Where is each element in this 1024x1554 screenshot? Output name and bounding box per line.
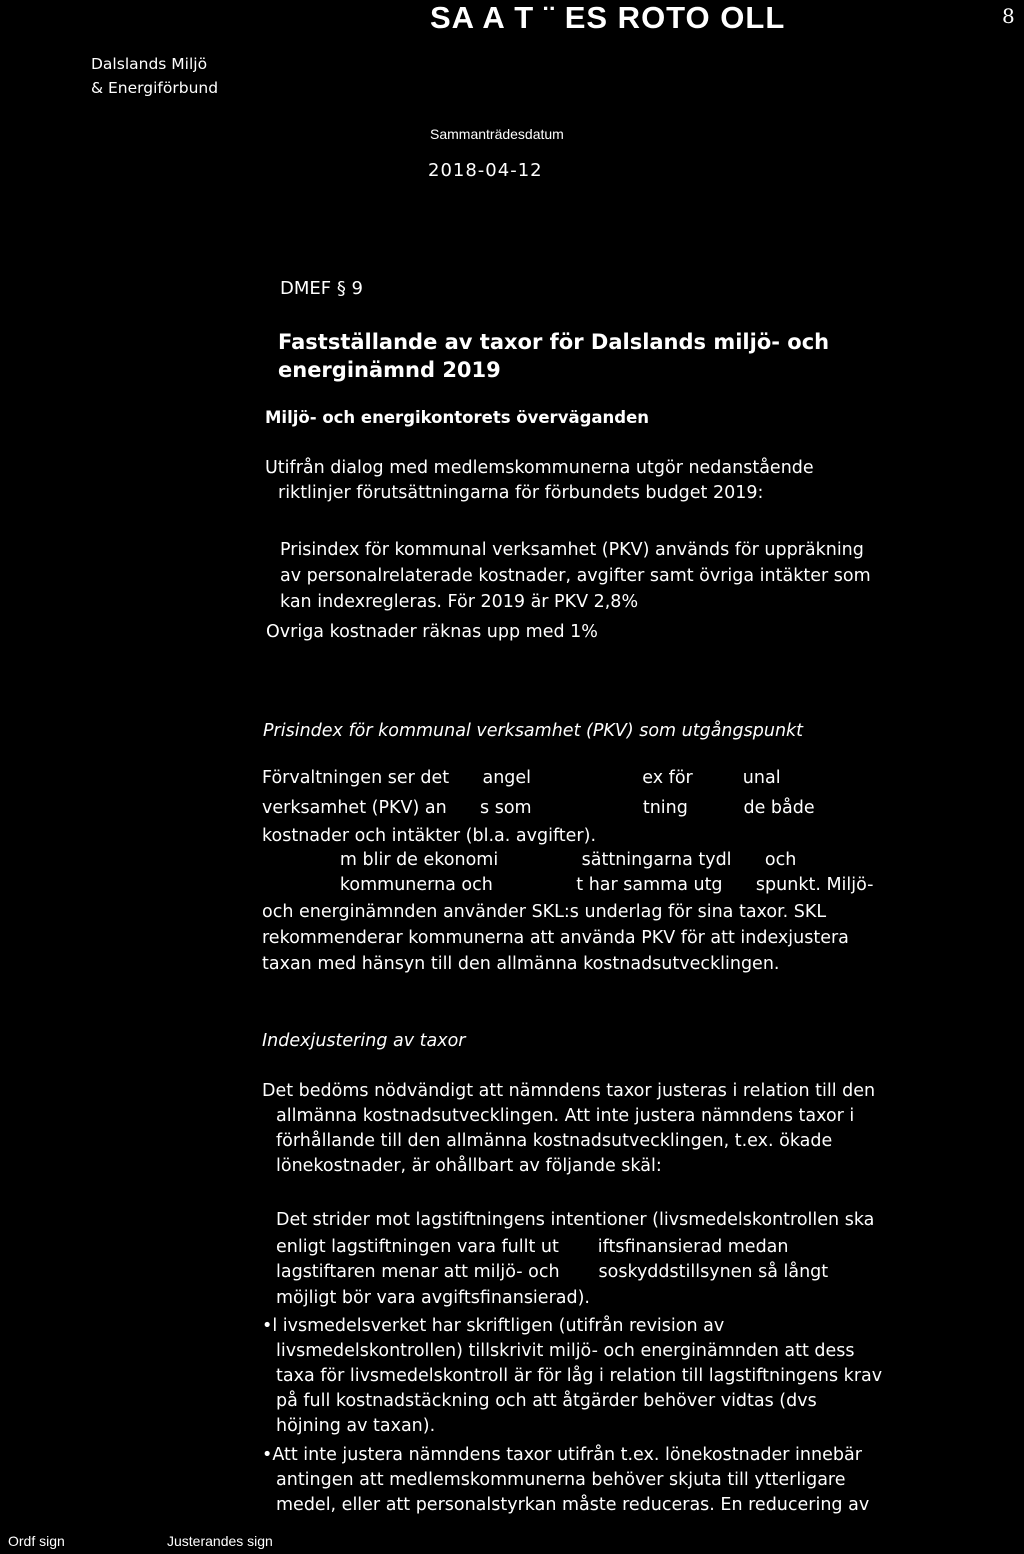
pkv-text-line: m blir de ekonomi sättningarna tydl och — [262, 850, 797, 870]
footer-ordf-sign: Ordf sign — [8, 1533, 65, 1549]
intro-line: riktlinjer förutsättningarna för förbundets budget 2019: — [278, 483, 764, 503]
bullet-line: taxa för livsmedelskontroll är för låg i relation till lagstiftningens krav — [276, 1366, 883, 1386]
pkv-line: kan indexregleras. För 2019 är PKV 2,8% — [280, 592, 639, 612]
section-title — [278, 328, 829, 384]
pkv-heading: Prisindex för kommunal verksamhet (PKV) som utgångspunkt — [263, 721, 804, 741]
section-title-line1: Fastställande av taxor för Dalslands miljö- och — [278, 330, 830, 354]
footer-justerandes-sign: Justerandes sign — [167, 1533, 273, 1549]
pkv-text-line: kostnader och intäkter (bl.a. avgifter). — [262, 826, 597, 846]
section-title-line2: energinämnd 2019 — [278, 358, 501, 382]
page-number: 8 — [1002, 4, 1015, 28]
org-name-line2: & Energiförbund — [91, 79, 219, 97]
index-text-line: allmänna kostnadsutvecklingen. Att inte justera nämndens taxor i — [276, 1106, 855, 1126]
bullet-line: •l ivsmedelsverket har skriftligen (utifrån revision av — [262, 1316, 725, 1336]
index-heading: Indexjustering av taxor — [262, 1031, 466, 1051]
bullet-line: livsmedelskontrollen) tillskrivit miljö- och energinämnden att dess — [276, 1341, 855, 1361]
pkv-text-line: kommunerna och t har samma utg spunkt. Miljö- — [262, 875, 874, 895]
bullet-line: möjligt bör vara avgiftsfinansierad). — [276, 1288, 590, 1308]
index-text-line: lönekostnader, är ohållbart av följande skäl: — [276, 1156, 662, 1176]
section-subtitle: Miljö- och energikontorets överväganden — [265, 408, 650, 427]
pkv-line: av personalrelaterade kostnader, avgifter samt övriga intäkter som — [280, 566, 871, 586]
pkv-text-line: verksamhet (PKV) an s som tning de både — [262, 798, 815, 818]
pkv-text-line: taxan med hänsyn till den allmänna kostnadsutvecklingen. — [262, 954, 780, 974]
pkv-line: Ovriga kostnader räknas upp med 1% — [266, 622, 598, 642]
date-label: Sammanträdesdatum — [430, 126, 564, 142]
index-text-line: Det bedöms nödvändigt att nämndens taxor justeras i relation till den — [262, 1081, 876, 1101]
bullet-line: enligt lagstiftningen vara fullt ut iftsfinansierad medan — [276, 1237, 789, 1257]
pkv-text-line: och energinämnden använder SKL:s underlag för sina taxor. SKL — [262, 902, 827, 922]
pkv-text-line: rekommenderar kommunerna att använda PKV för att indexjustera — [262, 928, 849, 948]
bullet-line: lagstiftaren menar att miljö- och soskyddstillsynen så långt — [276, 1262, 829, 1282]
bullet-line: höjning av taxan). — [276, 1416, 436, 1436]
pkv-line: Prisindex för kommunal verksamhet (PKV) används för uppräkning — [280, 540, 864, 560]
date-value: 2018-04-12 — [428, 160, 543, 181]
bullet-line: medel, eller att personalstyrkan måste reduceras. En reducering av — [276, 1495, 870, 1515]
bullet-line: på full kostnadstäckning och att åtgärder behöver vidtas (dvs — [276, 1391, 817, 1411]
bullet-line: •Att inte justera nämndens taxor utifrån t.ex. lönekostnader innebär — [262, 1445, 862, 1465]
intro-line: Utifrån dialog med medlemskommunerna utgör nedanstående — [265, 458, 814, 478]
pkv-text-line: Förvaltningen ser det angel ex för unal — [262, 768, 781, 788]
protocol-title: SA A T ¨ ES ROTO OLL — [430, 0, 786, 35]
bullet-line: antingen att medlemskommunerna behöver skjuta till ytterligare — [276, 1470, 846, 1490]
index-text-line: förhållande till den allmänna kostnadsutvecklingen, t.ex. ökade — [276, 1131, 833, 1151]
paragraph-ref: DMEF § 9 — [280, 278, 364, 299]
bullet-line: Det strider mot lagstiftningens intentioner (livsmedelskontrollen ska — [276, 1210, 875, 1230]
org-name-line1: Dalslands Miljö — [91, 55, 208, 73]
